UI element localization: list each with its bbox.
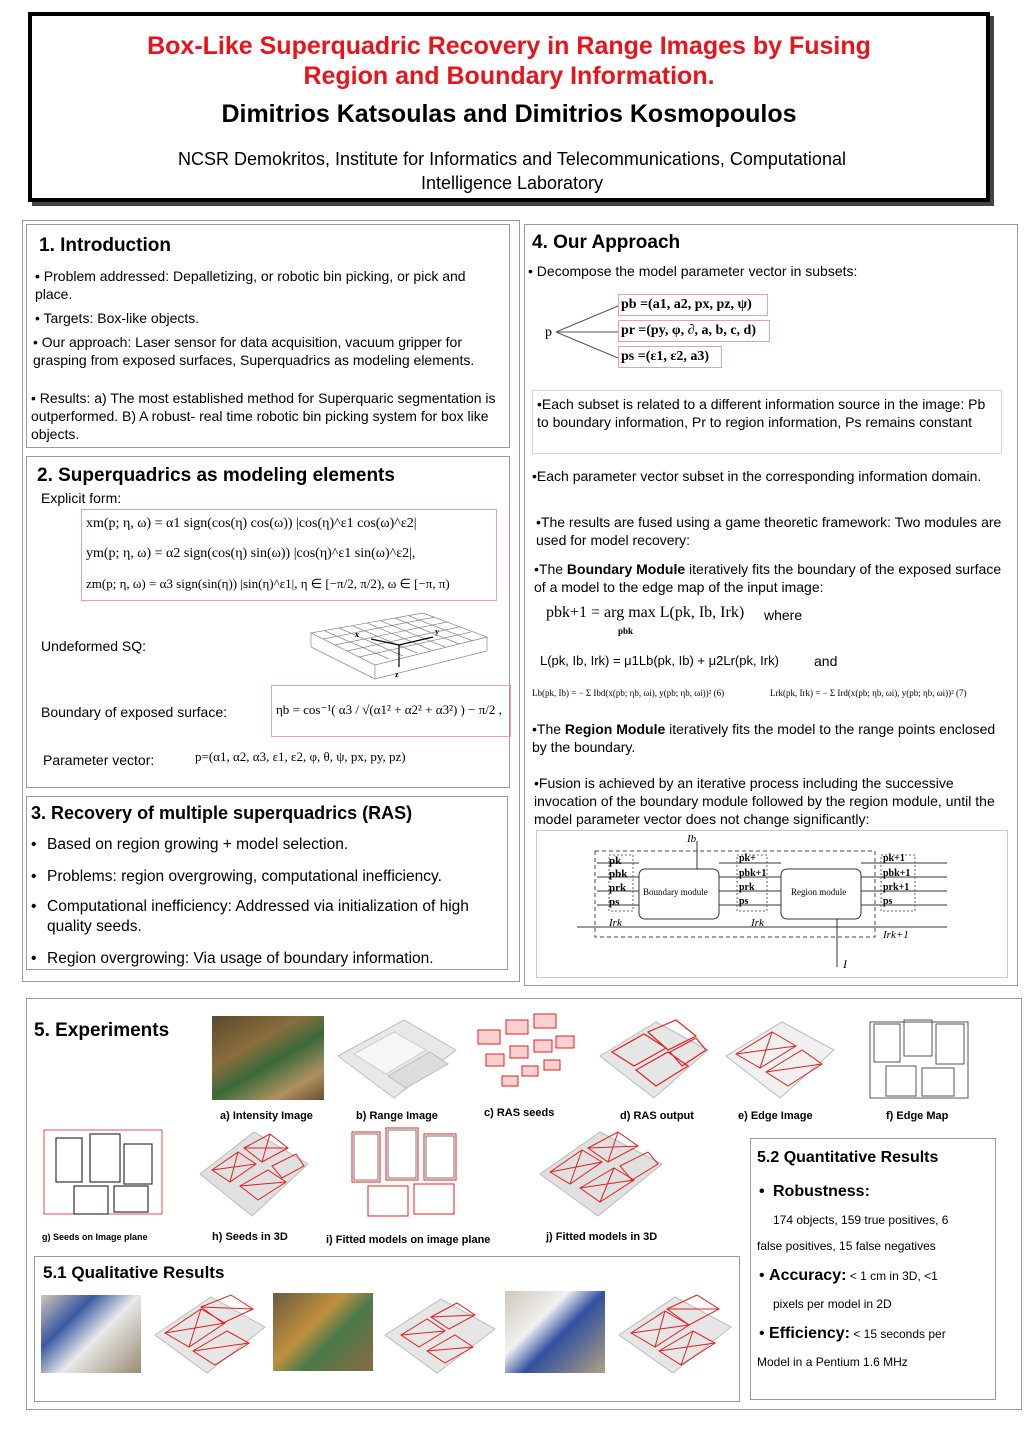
poster-title-line2: Region and Boundary Information.	[303, 62, 715, 90]
diag-mid-irk: Irk	[751, 917, 764, 929]
accuracy-line: • Accuracy: < 1 cm in 3D, <1	[759, 1267, 938, 1284]
fitted-models-image-plane	[346, 1122, 472, 1222]
intro-bullet-2: • Targets: Box-like objects.	[35, 310, 200, 326]
eq-y: ym(p; η, ω) = α2 sign(cos(η) sin(ω)) |cos(η)^ε1 sin(ω)^ε2|,	[86, 546, 416, 561]
axis-zm-label: z	[395, 670, 399, 679]
eq-param-vector: p=(α1, α2, α3, ε1, ε2, φ, θ, ψ, px, py, pz)	[195, 749, 406, 764]
approach-p-label: p	[545, 325, 552, 340]
quantitative-section	[750, 1138, 996, 1400]
ras-heading: 3. Recovery of multiple superquadrics (RAS)	[31, 803, 413, 823]
diag-mid-pbk: pbk+1	[739, 868, 767, 879]
efficiency-heading: Efficiency:	[769, 1325, 850, 1342]
pr-subset: pr =(py, φ, ∂, a, b, c, d)	[621, 323, 757, 338]
diag-in-irk: Irk	[609, 917, 622, 929]
caption-b: b) Range Image	[356, 1110, 438, 1122]
efficiency-line: • Efficiency: < 15 seconds per	[759, 1325, 946, 1342]
affiliation-line2: Intelligence Laboratory	[420, 173, 604, 193]
fused-text: •The results are fused using a game theoretic framework: Two modules are used for model recovery:	[536, 514, 1002, 548]
intro-section	[26, 224, 510, 448]
caption-g: g) Seeds on Image plane	[42, 1232, 148, 1242]
each-subset-text: •Each subset is related to a different information source in the image: Pb to boundary information, Pr to region information, Ps remains constant	[537, 396, 986, 430]
efficiency-text-1: < 15 seconds per	[849, 1327, 946, 1341]
bm-bold: Boundary Module	[566, 561, 686, 577]
diag-mid-pk: pk+	[739, 853, 756, 864]
qualitative-heading: 5.1 Qualitative Results	[43, 1263, 225, 1282]
fusion-diagram-lines	[537, 831, 1007, 977]
caption-f: f) Edge Map	[886, 1110, 949, 1122]
each-param-text: •Each parameter vector subset in the corresponding information domain.	[532, 468, 982, 484]
edge-map-image	[866, 1016, 972, 1102]
qual-photo-3	[505, 1291, 605, 1373]
fusion-diagram	[536, 830, 1008, 978]
caption-h: h) Seeds in 3D	[212, 1231, 288, 1243]
sq-heading: 2. Superquadrics as modeling elements	[37, 465, 395, 486]
caption-a: a) Intensity Image	[220, 1110, 313, 1122]
diag-out-pk: pk+1	[883, 853, 905, 864]
diag-ib: Ib	[687, 833, 697, 845]
intensity-image	[212, 1016, 324, 1100]
each-subset-box	[532, 390, 1002, 454]
ras-bullet-dot-1: •	[31, 836, 37, 853]
range-image	[334, 1016, 460, 1102]
approach-heading: 4. Our Approach	[532, 232, 681, 253]
efficiency-text-2: Model in a Pentium 1.6 MHz	[757, 1355, 908, 1369]
ras-bullet-dot-2: •	[31, 868, 37, 885]
eq-6: Lb(pk, Ib) = − Σ Ibd(x(pb; ηb, ωi), y(pb; ηb, ωi))² (6)	[532, 688, 725, 698]
caption-j: j) Fitted models in 3D	[546, 1231, 658, 1243]
robust-heading: Robustness:	[773, 1183, 870, 1200]
bm-post: iteratively fits the boundary of the exposed surface of a model to the edge map of the input image:	[534, 561, 1002, 595]
bm-pre: •The	[534, 561, 567, 577]
diag-in-pk: pk	[609, 855, 622, 867]
ps-subset: ps =(ε1, ε2, a3)	[621, 349, 709, 364]
rm-pre: •The	[532, 721, 565, 737]
diag-out-pbk: pbk+1	[883, 868, 911, 879]
diag-in-ps: ps	[609, 896, 620, 908]
intro-bullet-4: • Results: a) The most established method for Superquaric segmentation is outperformed. B) A robust- real time robotic bin picking system for box like objects.	[31, 390, 496, 442]
poster-title-line1: Box-Like Superquadric Recovery in Range Images by Fusing	[147, 32, 871, 60]
ras-bullet-2: Problems: region overgrowing, computational inefficiency.	[47, 868, 442, 885]
qual-fit-3	[615, 1289, 735, 1377]
ras-seeds-image	[472, 1010, 582, 1096]
seeds-in-3d	[196, 1124, 312, 1220]
quantitative-heading: 5.2 Quantitative Results	[757, 1149, 939, 1166]
edge-image	[722, 1016, 838, 1102]
diag-boundary-module: Boundary module	[643, 887, 708, 897]
axis-xm-label: x	[355, 630, 359, 639]
approach-decompose: • Decompose the model parameter vector in subsets:	[528, 263, 858, 279]
ras-bullet-1: Based on region growing + model selection.	[47, 836, 349, 853]
intro-heading: 1. Introduction	[39, 235, 171, 256]
qual-fit-2	[381, 1289, 499, 1377]
pb-box	[618, 294, 768, 316]
caption-c: c) RAS seeds	[484, 1107, 555, 1119]
diag-out-ps: ps	[883, 896, 893, 907]
affiliation-line1: NCSR Demokritos, Institute for Informatics and Telecommunications, Computational	[178, 149, 846, 169]
caption-d: d) RAS output	[620, 1110, 694, 1122]
accuracy-text-1: < 1 cm in 3D, <1	[846, 1269, 938, 1283]
where-label: where	[764, 607, 803, 623]
eq-z: zm(p; η, ω) = α3 sign(sin(η)) |sin(η)^ε1|, η ∈ [−π/2, π/2), ω ∈ [−π, π)	[86, 576, 450, 591]
subset-arrows	[552, 296, 622, 366]
caption-e: e) Edge Image	[738, 1110, 813, 1122]
accuracy-text-2: pixels per model in 2D	[773, 1297, 892, 1311]
eq-7: Lrk(pk, Irk) = − Σ Ird(x(pb; ηb, ωi), y(pb; ηb, ωi))² (7)	[770, 688, 967, 698]
pr-box	[618, 320, 770, 342]
diag-mid-ps: ps	[739, 896, 749, 907]
robust-text-1: 174 objects, 159 true positives, 6	[773, 1213, 949, 1227]
undeformed-sq-wireframe	[303, 607, 493, 683]
fitted-models-3d	[536, 1124, 666, 1220]
authors: Dimitrios Katsoulas and Dimitrios Kosmopoulos	[221, 100, 797, 128]
pb-subset: pb =(a1, a2, px, pz, ψ)	[621, 297, 752, 312]
undeformed-label: Undeformed SQ:	[41, 638, 147, 654]
ras-bullet-dot-4: •	[31, 950, 37, 967]
diag-region-module: Region module	[791, 887, 847, 897]
qual-photo-2	[273, 1293, 373, 1371]
intro-bullet-1: • Problem addressed: Depalletizing, or robotic bin picking, or pick and place.	[35, 268, 466, 302]
poster-header	[28, 12, 990, 202]
explicit-form-equations	[81, 509, 497, 601]
experiments-heading: 5. Experiments	[34, 1020, 170, 1041]
qualitative-section	[34, 1256, 740, 1402]
ras-bullet-3: Computational inefficiency: Addressed via initialization of high quality seeds.	[47, 898, 469, 935]
rm-post: iteratively fits the model to the range points enclosed by the boundary.	[532, 721, 996, 755]
caption-i: i) Fitted models on image plane	[326, 1234, 491, 1246]
region-module-text	[532, 720, 1002, 756]
robust-bullet: •	[759, 1183, 765, 1200]
axis-ym-label: y	[435, 627, 439, 636]
ras-bullet-4: Region overgrowing: Via usage of boundary information.	[47, 950, 434, 967]
intro-bullet-3: • Our approach: Laser sensor for data acquisition, vacuum gripper for grasping from exposed surfaces, Superquadrics as modeling elements.	[33, 334, 475, 368]
fusion-text: •Fusion is achieved by an iterative process including the successive invocation of the boundary module followed by the region module, until the model parameter vector does not change significantly:	[534, 775, 995, 827]
sq-explicit-label: Explicit form:	[41, 490, 122, 506]
argmax-equation: pbk+1 = arg max L(pk, Ib, Irk)	[546, 604, 745, 621]
qual-fit-1	[151, 1289, 269, 1377]
qual-photo-1	[41, 1295, 141, 1373]
ras-output-image	[596, 1016, 712, 1102]
boundary-label: Boundary of exposed surface:	[41, 704, 228, 720]
and-label: and	[814, 653, 838, 669]
boundary-equation-box	[271, 685, 511, 737]
param-label: Parameter vector:	[43, 752, 155, 768]
ras-section	[26, 796, 508, 970]
accuracy-heading: Accuracy:	[769, 1267, 847, 1284]
ps-box	[618, 346, 722, 368]
l-function: L(pk, Ib, Irk) = μ1Lb(pk, Ib) + μ2Lr(pk, Irk)	[540, 653, 779, 668]
diag-in-prk: prk	[609, 882, 627, 894]
eq-eta-b: ηb = cos⁻¹( α3 / √(α1² + α2² + α3²) ) − π/2 ,	[276, 702, 502, 717]
eq-x: xm(p; η, ω) = α1 sign(cos(η) cos(ω)) |cos(η)^ε1 cos(ω)^ε2|	[86, 516, 417, 531]
diag-out-irk: Irk+1	[883, 929, 909, 941]
diag-i: I	[843, 957, 847, 971]
seeds-on-image-plane	[40, 1124, 166, 1220]
argmax-subscript: pbk	[618, 626, 634, 636]
rm-bold: Region Module	[564, 721, 666, 737]
diag-in-pbk: pbk	[609, 868, 628, 880]
boundary-module-text	[534, 560, 1004, 596]
diag-out-prk: prk+1	[883, 882, 910, 893]
ras-bullet-dot-3: •	[31, 898, 37, 915]
diag-mid-prk: prk	[739, 882, 755, 893]
superquadrics-section	[26, 456, 510, 788]
robust-text-2: false positives, 15 false negatives	[757, 1239, 936, 1253]
